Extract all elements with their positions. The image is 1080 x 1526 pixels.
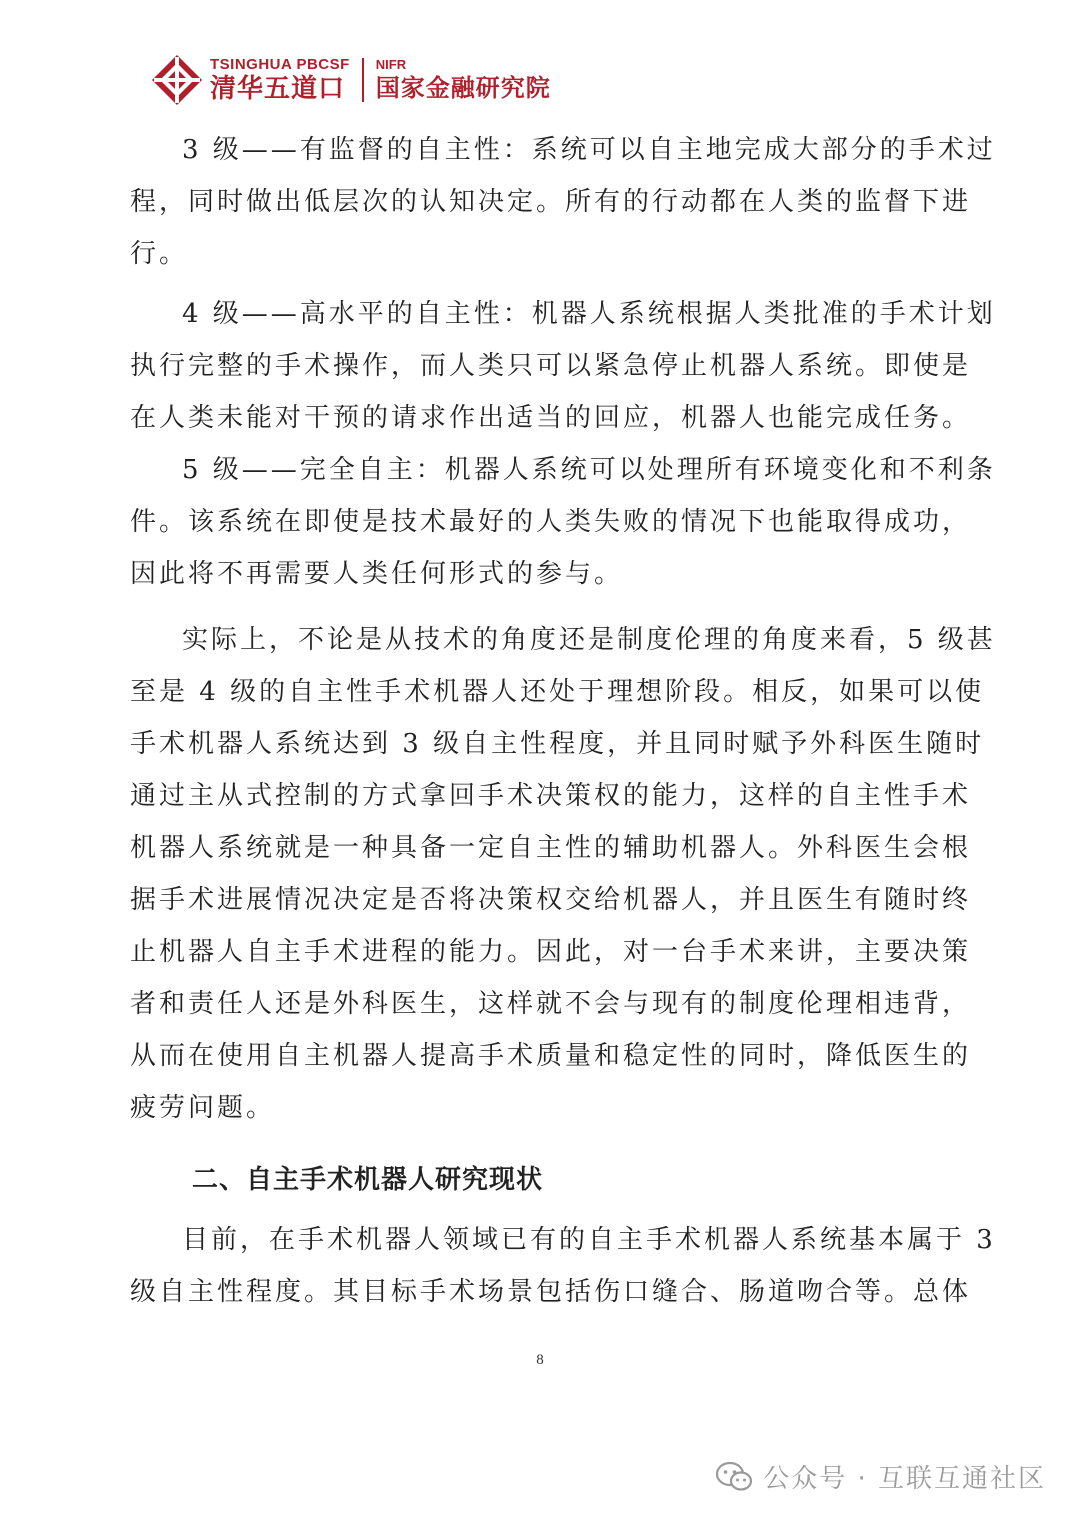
watermark bbox=[715, 1458, 1046, 1495]
text-line: 从而在使用自主机器人提高手术质量和稳定性的同时，降低医生的 bbox=[130, 1041, 972, 1071]
page-number: 8 bbox=[536, 1352, 544, 1368]
text-line: 者和责任人还是外科医生，这样就不会与现有的制度伦理相违背， bbox=[130, 989, 972, 1019]
paragraph-discussion bbox=[130, 614, 996, 1134]
text-line: 至是 4 级的自主性手术机器人还处于理想阶段。相反，如果可以使 bbox=[130, 677, 985, 707]
text-line: 执行完整的手术操作，而人类只可以紧急停止机器人系统。即使是 bbox=[130, 351, 972, 381]
text-line: 据手术进展情况决定是否将决策权交给机器人，并且医生有随时终 bbox=[130, 885, 972, 915]
paragraph-current-status bbox=[130, 1214, 996, 1318]
text-line: 机器人系统就是一种具备一定自主性的辅助机器人。外科医生会根 bbox=[130, 833, 972, 863]
text-line: 在人类未能对干预的请求作出适当的回应，机器人也能完成任务。 bbox=[130, 403, 972, 433]
document-header bbox=[150, 50, 551, 110]
text-line: 通过主从式控制的方式拿回手术决策权的能力，这样的自主性手术 bbox=[130, 781, 972, 811]
paragraph-level-4 bbox=[130, 288, 996, 444]
text-line: 行。 bbox=[130, 239, 189, 269]
institute-english: NIFR bbox=[375, 57, 407, 72]
document-body bbox=[130, 124, 996, 1318]
tsinghua-logo-icon bbox=[150, 53, 204, 107]
section-heading: 二、自主手术机器人研究现状 bbox=[192, 1165, 544, 1195]
text-line: 3 级——有监督的自主性：系统可以自主地完成大部分的手术过 bbox=[182, 135, 996, 165]
watermark-text: 公众号 · 互联互通社区 bbox=[763, 1464, 1046, 1494]
text-line: 5 级——完全自主：机器人系统可以处理所有环境变化和不利条 bbox=[182, 455, 996, 485]
text-line: 程，同时做出低层次的认知决定。所有的行动都在人类的监督下进 bbox=[130, 187, 972, 217]
institute-chinese: 国家金融研究院 bbox=[375, 74, 551, 102]
text-line: 因此将不再需要人类任何形式的参与。 bbox=[130, 559, 624, 589]
text-line: 件。该系统在即使是技术最好的人类失败的情况下也能取得成功， bbox=[130, 507, 972, 537]
header-divider bbox=[362, 58, 364, 102]
text-line: 疲劳问题。 bbox=[130, 1093, 276, 1123]
text-line: 手术机器人系统达到 3 级自主性程度，并且同时赋予外科医生随时 bbox=[130, 729, 985, 759]
paragraph-level-3 bbox=[130, 124, 996, 280]
brand-english: TSINGHUA PBCSF bbox=[210, 56, 350, 73]
brand-chinese: 清华五道口 bbox=[210, 74, 346, 104]
text-line: 实际上，不论是从技术的角度还是制度伦理的角度来看，5 级甚 bbox=[182, 625, 996, 655]
text-line: 级自主性程度。其目标手术场景包括伤口缝合、肠道吻合等。总体 bbox=[130, 1277, 972, 1307]
text-line: 4 级——高水平的自主性：机器人系统根据人类批准的手术计划 bbox=[182, 299, 996, 329]
text-line: 止机器人自主手术进程的能力。因此，对一台手术来讲，主要决策 bbox=[130, 937, 972, 967]
text-line: 目前，在手术机器人领域已有的自主手术机器人系统基本属于 3 bbox=[182, 1225, 996, 1255]
paragraph-level-5 bbox=[130, 444, 996, 600]
wechat-icon bbox=[715, 1461, 753, 1493]
